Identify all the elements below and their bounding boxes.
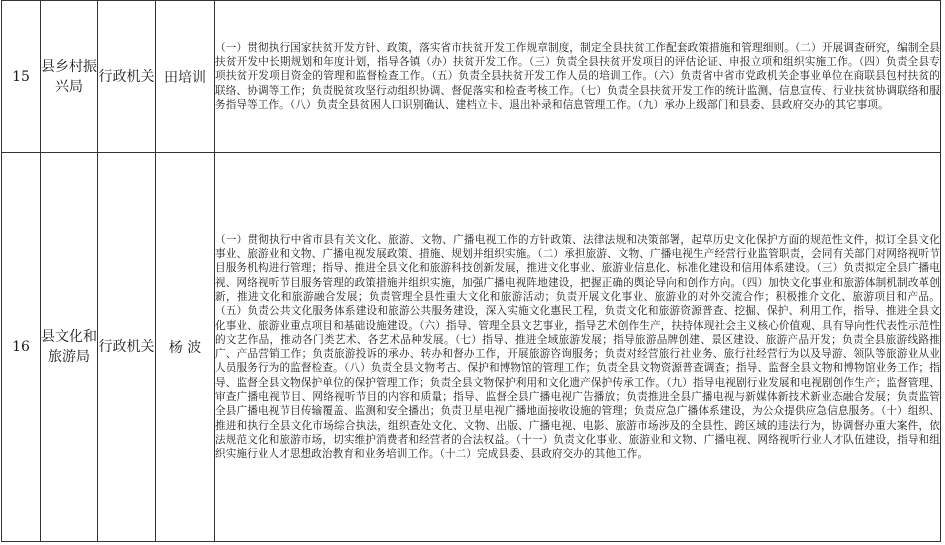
row-number: 15 [2,1,41,153]
table-row [2,153,941,542]
unit-name: 县乡村振兴局 [41,1,98,153]
row-number: 16 [2,153,41,542]
duties-cell [215,1,941,153]
duties-text: （一）贯彻执行国家扶贫开发方针、政策，落实省市扶贫开发工作规章制度，制定全县扶贫工作配套政策措施和管理细则。（二）开展调查研究，编制全县扶贫开发中长期规划和年度计划，指导各镇（办）扶贫开发工作。（三）负责全县扶贫开发项目的评估论证、申报立项和组织实施工作。（四）负责全县专项扶贫开发项目资金的管理和监督检查工作。（五）负责全县扶贫开发工作人员的培训工作。（六）负责省中省市党政机关企事业单位在商联县包村扶贫的联络、协调等工作；负责脱贫攻坚行动组织协调、督促落实和检查考核工作。（七）负责全县扶贫开发工作的统计监测、信息宣传、行业扶贫协调联络和服务指导等工作。（八）负责全县贫困人口识别确认、建档立卡、退出补录和信息管理工作。（九）承办上级部门和县委、县政府交办的其它事项。 [215,41,940,112]
leader-name: 杨 波 [156,153,215,542]
unit-type: 行政机关 [98,1,156,153]
responsibility-table [1,0,941,542]
unit-type: 行政机关 [98,153,156,542]
duties-text: （一）贯彻执行中省市县有关文化、旅游、文物、广播电视工作的方针政策、法律法规和决策部署，起草历史文化保护方面的规范性文件，拟订全县文化事业、旅游业和文物、广播电视发展政策、措施、规划并组织实施。（二）承担旅游、文物、广播电视生产经营行业监管职责，会同有关部门对网络视听节目服务机构进行管理；指导、推进全县文化和旅游科技创新发展，推进文化事业、旅游业信息化、标准化建设和信用体系建设。（三）负责拟定全县广播电视、网络视听节目服务管理的政策措施并组织实施，加强广播电视阵地建设，把握正确的舆论导向和创作方向。（四）加快文化事业和旅游体制机制改革创新，推进文化和旅游融合发展；负责管理全县性重大文化和旅游活动；负责开展文化事业、旅游业的对外交流合作；积极推介文化、旅游项目和产品。（五）负责公共文化服务体系建设和旅游公共服务建设，深入实施文化惠民工程，负责文化和旅游资源普查、挖掘、保护、利用工作，指导、推进全县文化事业、旅游业重点项目和基础设施建设。（六）指导、管理全县文艺事业，指导艺术创作生产，扶持体现社会主义核心价值观、具有导向性代表性示范性的文艺作品，推动各门类艺术、各艺术品种发展。（七）指导、推进全域旅游发展；指导旅游品牌创建、景区建设、旅游产品开发；负责全县旅游线路推广、产品营销工作；负责旅游投诉的承办、转办和督办工作，开展旅游咨询服务；负责对经营旅行社业务、旅行社经营行为以及导游、领队等旅游业从业人员服务行为的监督检查。（八）负责全县文物考古、保护和博物馆的管理工作；负责全县文物资源普查调查；指导、监督全县文物和博物馆业务工作；指导、监督全县文物保护单位的保护管理工作；负责全县文物保护利用和文化遗产保护传承工作。（九）指导电视剧行业发展和电视剧创作生产；监督管理、审查广播电视节目、网络视听节目的内容和质量；指导、监督全县广播电视广告播放；负责推进全县广播电视与新媒体新技术新业态融合发展；负责监管全县广播电视节目传输覆盖、监测和安全播出；负责卫星电视广播地面接收设施的管理；负责应急广播体系建设，为公众提供应急信息服务。（十）组织、推进和执行全县文化市场综合执法，组织查处文化、文物、出版、广播电视、电影、旅游市场涉及的全县性、跨区域的违法行为，协调督办重大案件，依法规范文化和旅游市场，切实维护消费者和经营者的合法权益。（十一）负责文化事业、旅游业和文物、广播电视、网络视听行业人才队伍建设，指导和组织实施行业人才思想政治教育和业务培训工作。（十二）完成县委、县政府交办的其他工作。 [215,233,940,461]
table-row [2,1,941,153]
leader-name: 田培训 [156,1,215,153]
duties-cell [215,153,941,542]
unit-name: 县文化和旅游局 [41,153,98,542]
